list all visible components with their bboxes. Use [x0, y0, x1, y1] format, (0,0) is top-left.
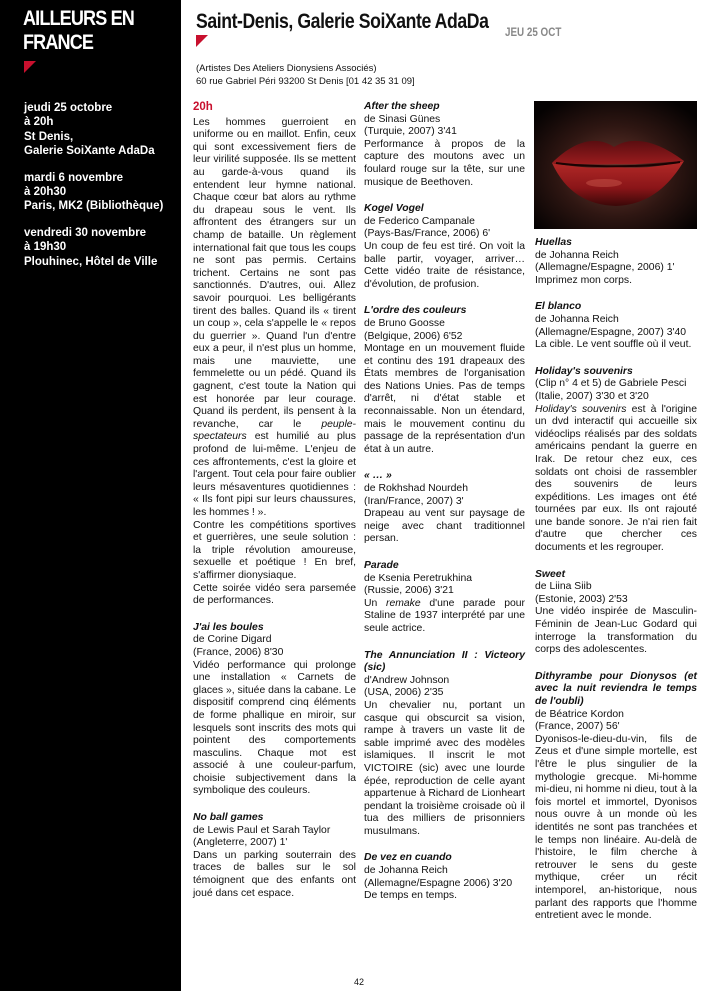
film-director: de Federico Campanale [364, 215, 475, 227]
film-director: de Johanna Reich [535, 249, 619, 261]
film-director: de Ksenia Peretrukhina [364, 572, 473, 584]
film-description: Imprimez mon corps. [535, 274, 633, 286]
page-title: Saint-Denis, Galerie SoiXante AdaDa [196, 10, 489, 33]
film-description: Un remake d'une parade pour Staline de 1937 interprété par une seule actrice. [364, 597, 525, 634]
intro-paragraph: Cette soirée vidéo sera parsemée de performances. [193, 582, 356, 607]
page-number: 42 [354, 977, 365, 987]
film-director: de Johanna Reich [535, 313, 619, 325]
film-info: (Italie, 2007) 3'30 et 3'20 [535, 390, 649, 402]
text-column-2 [364, 101, 525, 917]
film-entry [364, 560, 525, 636]
event-date-entry: mardi 6 novembre à 20h30 Paris, MK2 (Bibliothèque) [24, 171, 164, 213]
red-triangle-marker [24, 61, 36, 73]
film-info: (Belgique, 2006) 6'52 [364, 330, 463, 342]
sidebar [0, 0, 181, 991]
film-description: Une vidéo inspirée de Masculin-Féminin de Jean-Luc Godard qui interroge la transformation du corps des adolescentes. [535, 606, 697, 656]
film-info: (Allemagne/Espagne, 2006) 1' [535, 262, 675, 274]
event-date-entry: vendredi 30 novembre à 19h30 Plouhinec, Hôtel de Ville [24, 226, 158, 268]
film-entry [364, 470, 525, 546]
film-info: (Russie, 2006) 3'21 [364, 585, 454, 597]
film-description: Performance à propos de la capture des moutons avec un foulard rouge sur la tête, sur une musique de Beethoven. [364, 138, 525, 188]
lips-image [534, 101, 697, 229]
film-description: Montage en un mouvement fluide et continu des 191 drapeaux des États membres de l'organisation des Nations Unies. Pas de temps d'arrêt, ni d'état stable et reconnaissable. Non un étendard, mais le mouvement continu du passage de la représentation d'un état à un autre. [364, 343, 525, 455]
film-description: Dyonisos-le-dieu-du-vin, fils de Zeus et d'une simple mortelle, est l'être le plus singulier de la mythologie grecque. Mi-homme mi-dieu, ni homme ni dieu, tout à la fois mortel et immortel, Dyonisos nous ouvre à un monde où les identités ne sont pas tranchées et le temps non linéaire. Au-delà de l'histoire, le film cherche à retrouver le sens du geste mythique, créer un récit intemporel, an-historique, nous parlant des rapports que l'homme entretient avec le monde. [535, 733, 697, 922]
film-title: Kogel Vogel [364, 203, 424, 215]
film-director: de Johanna Reich [364, 865, 448, 877]
film-director: d'Andrew Johnson [364, 674, 450, 686]
film-director: de Béatrice Kordon [535, 708, 624, 720]
film-title: Sweet [535, 568, 566, 580]
film-description: Un chevalier nu, portant un casque qui obscurcit sa vision, rampe à travers un vaste lit de sable imprimé avec des modèles islamiques. Il inscrit le mot VICTOIRE (sic) avec une lourde épée, reproduction de celle ayant appartenue à Richard de Lionheart pendant la troisième croisade où il tua des milliers de prisonniers musulmans. [364, 699, 525, 837]
film-entry [193, 622, 356, 798]
film-director: de Corine Digard [193, 634, 272, 646]
film-description: Vidéo performance qui prolonge une installation « Carnets de glaces », située dans la cabane. Le dispositif comprend cinq éléments de forme phallique en miroir, sur lesquels sont inscrits des mots qui pointent des comportements masculins. Chaque mot est associé à une couleur-parfum, choisie subjectivement dans la symbolique des couleurs. [193, 659, 356, 797]
film-title: De vez en cuando [364, 852, 452, 864]
intro-paragraph: Les hommes guerroient en uniforme ou en maillot. Enfin, ceux qui sont excessivement fiers de leur virilité supposée. Ils se mettent au garde-à-vous quand ils entendent leur hymne national. Chaque cœur bat alors au rythme du drapeau sous le vent. Ils affrontent des étrangers sur un champ de bataille. Un règlement international fait que tous les coups ne sont pas permis. Certains trichent. Certains ne sont pas sanctionnés. D'autres, oui. Allez savoir pourquoi. Les belligérants tirent des balles. Quand ils « tirent un coup », cela s'appelle le « repos du guerrier ». Quand l'un d'entre eux a peur, il n'est plus un homme, mais une mauviette, une femmelette ou un pédé. Quand ils gagnent, c'est toute la Nation qui est honorée par leur courage. Quand ils perdent, ils pensent à la revanche, car le peuple-spectateurs est humilié au plus profond de lui-même. L'enjeu de ces affrontements, c'est la gloire et l'argent. Tout cela pour faire oublier leurs mésaventures quotidiennes : « Ils font pipi sur leurs chaussures, les hommes ! ». [193, 116, 357, 518]
film-entry [535, 671, 697, 923]
film-title: After the sheep [364, 101, 440, 112]
film-entry [364, 203, 525, 291]
film-title: J'ai les boules [193, 621, 264, 633]
film-director: de Sinasi Günes [364, 113, 441, 125]
film-info: (Angleterre, 2007) 1' [193, 837, 288, 849]
film-director: de Bruno Goosse [364, 317, 445, 329]
film-director: de Rokhshad Nourdeh [364, 483, 468, 495]
film-entry [364, 852, 525, 902]
text-column-3 [535, 237, 697, 937]
intro-paragraph: Contre les compétitions sportives et guerrières, une seule solution : la triple révolution amoureuse, sexuelle et poétique ! En bref, s'affirmer dionysiaque. [193, 519, 356, 581]
event-date-entry: jeudi 25 octobre à 20h St Denis, Galerie SoiXante AdaDa [24, 102, 155, 158]
film-title: Parade [364, 560, 399, 571]
film-title: Dithyrambe pour Dionysos (et avec la nuit reviendra le temps de l'oubli) [535, 670, 697, 707]
lips-photo [534, 101, 697, 229]
film-title: The Annunciation II : Victeory (sic) [364, 649, 525, 674]
film-entry [364, 650, 525, 839]
event-day-label: JEU 25 OCT [505, 25, 562, 39]
film-info: (France, 2007) 56' [535, 721, 620, 733]
film-info: (Estonie, 2003) 2'53 [535, 593, 628, 605]
film-entry [364, 305, 525, 456]
film-title: El blanco [535, 301, 582, 313]
film-title: Huellas [535, 237, 572, 248]
film-info: (Allemagne/Espagne, 2007) 3'40 [535, 326, 687, 338]
film-description: Dans un parking souterrain des traces de balles sur le sol témoignent que des enfants ont joué dans cet espace. [193, 849, 356, 899]
venue-info: (Artistes Des Ateliers Dionysiens Associés) 60 rue Gabriel Péri 93200 St Denis [01 42 35 31 09] [196, 63, 415, 87]
film-title: « … » [364, 470, 392, 482]
film-info: (Turquie, 2007) 3'41 [364, 126, 457, 138]
film-title: No ball games [193, 812, 264, 824]
film-description: Un coup de feu est tiré. On voit la balle partir, voyager, arriver… Cette vidéo traite de résistance, d'évolution, de profusion. [364, 240, 525, 290]
time-heading: 20h [193, 101, 213, 113]
film-info: (USA, 2006) 2'35 [364, 687, 444, 699]
film-director: (Clip n° 4 et 5) de Gabriele Pesci [535, 378, 687, 390]
section-title: AILLEURS EN FRANCE [23, 7, 134, 54]
film-entry [364, 101, 525, 189]
event-dates [24, 101, 176, 281]
film-description: Drapeau au vent sur paysage de neige avec chant traditionnel persan. [364, 508, 525, 545]
film-description: De temps en temps. [364, 890, 457, 902]
film-entry [535, 237, 697, 287]
film-info: (France, 2006) 8'30 [193, 646, 284, 658]
film-director: de Lewis Paul et Sarah Taylor [193, 824, 331, 836]
red-triangle-marker [196, 35, 208, 47]
film-description: Holiday's souvenirs est à l'origine un dvd interactif qui accueille six vidéoclips réalisés par des soldats américains pendant la guerre en Irak. De retour chez eux, ces soldats ont choisi de rassembler des souvenirs de leurs expéditions. Les images ont été tournées par eux. Ils ont rajouté une bande sonore. Je n'ai rien fait d'autre que chercher ces documents et les regrouper. [535, 403, 697, 554]
film-entry [535, 301, 697, 351]
film-title: L'ordre des couleurs [364, 305, 467, 317]
film-entry [193, 812, 356, 900]
film-description: La cible. Le vent souffle où il veut. [535, 339, 692, 351]
film-info: (Iran/France, 2007) 3' [364, 495, 464, 507]
text-column-1 [193, 101, 356, 914]
film-title: Holiday's souvenirs [535, 365, 633, 377]
film-info: (Pays-Bas/France, 2006) 6' [364, 228, 491, 240]
film-entry [535, 569, 697, 657]
film-entry [535, 366, 697, 555]
film-director: de Liina Siib [535, 581, 592, 593]
film-info: (Allemagne/Espagne 2006) 3'20 [364, 877, 513, 889]
